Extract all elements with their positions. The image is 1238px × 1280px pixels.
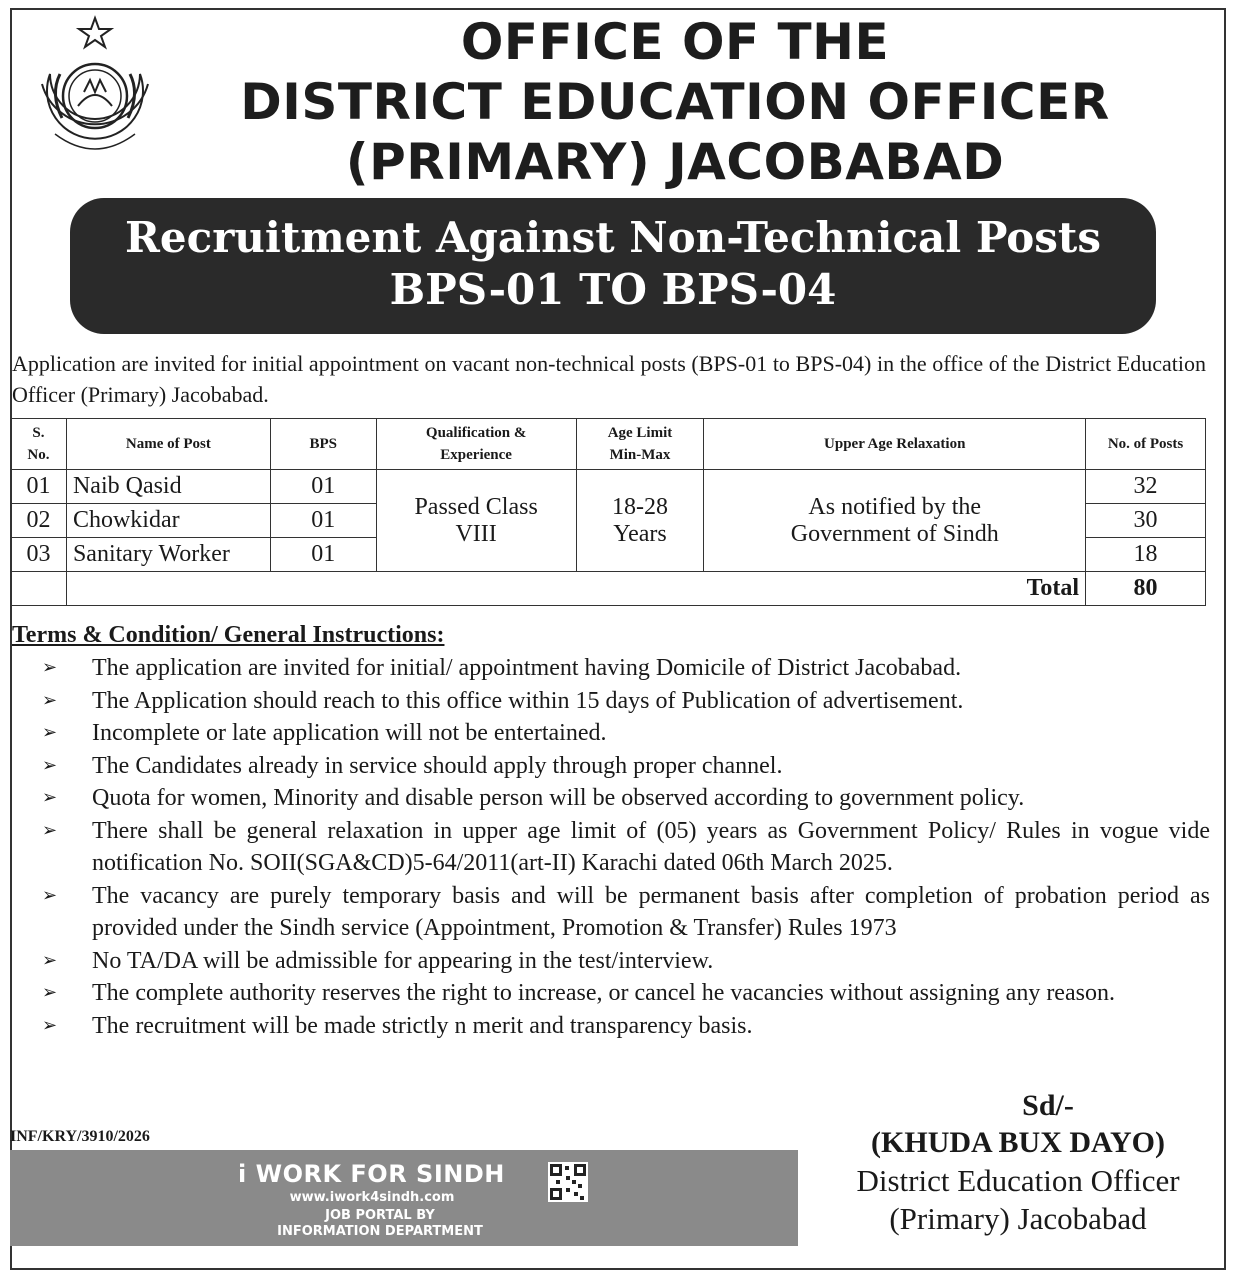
header-name: Name of Post bbox=[66, 419, 270, 470]
arrow-bullet-icon: ➢ bbox=[42, 884, 58, 906]
list-item: ➢ Quota for women, Minority and disable person will be observed according to government policy. bbox=[12, 782, 1210, 815]
cell-bps: 01 bbox=[270, 538, 376, 572]
header-posts: No. of Posts bbox=[1086, 419, 1206, 470]
reference-number: INF/KRY/3910/2026 bbox=[10, 1128, 150, 1145]
job-portal-banner bbox=[10, 1150, 798, 1246]
header-qualification: Qualification & Experience bbox=[376, 419, 576, 470]
cell-posts: 18 bbox=[1086, 538, 1206, 572]
office-title bbox=[170, 12, 1180, 192]
list-item: ➢ There shall be general relaxation in upper age limit of (05) years as Government Policy/ Rules in vogue vide notification No. SOII(SGA&CD)5-64/2011(art-II) Karachi dated 06th March 2025. bbox=[12, 815, 1210, 880]
intro-paragraph: Application are invited for initial appointment on vacant non-technical posts (BPS-01 to BPS-04) in the office of the District Education Officer (Primary) Jacobabad. bbox=[12, 351, 1206, 407]
header-relaxation: Upper Age Relaxation bbox=[704, 419, 1086, 470]
cell-sno: 03 bbox=[11, 538, 67, 572]
header-sno: S. No. bbox=[11, 419, 67, 470]
arrow-bullet-icon: ➢ bbox=[42, 787, 58, 808]
arrow-bullet-icon: ➢ bbox=[42, 982, 58, 1003]
terms-heading: Terms & Condition/ General Instructions: bbox=[12, 622, 445, 648]
list-item: ➢ The Application should reach to this office within 15 days of Publication of advertisement. bbox=[12, 685, 1210, 718]
arrow-bullet-icon: ➢ bbox=[42, 722, 58, 743]
office-title-line2: DISTRICT EDUCATION OFFICER bbox=[240, 73, 1110, 131]
cell-qualification: Passed Class VIII bbox=[376, 470, 576, 572]
list-item: ➢ Incomplete or late application will not be entertained. bbox=[12, 717, 1210, 750]
total-label: Total bbox=[66, 572, 1085, 606]
list-item: ➢ The application are invited for initial/ appointment having Domicile of District Jacobabad. bbox=[12, 652, 1210, 685]
cell-sno: 01 bbox=[11, 470, 67, 504]
total-value: 80 bbox=[1086, 572, 1206, 606]
signatory-designation-2: (Primary) Jacobabad bbox=[889, 1201, 1147, 1236]
signature-sd: Sd/- bbox=[1022, 1089, 1074, 1122]
office-title-line1: OFFICE OF THE bbox=[460, 13, 890, 71]
sindh-government-emblem-icon bbox=[20, 14, 170, 174]
list-item: ➢ The recruitment will be made strictly n merit and transparency basis. bbox=[12, 1010, 1210, 1043]
banner-line1: Recruitment Against Non-Technical Posts bbox=[125, 213, 1101, 262]
header-bps: BPS bbox=[270, 419, 376, 470]
cell-bps: 01 bbox=[270, 504, 376, 538]
cell-posts: 30 bbox=[1086, 504, 1206, 538]
list-item: ➢ The Candidates already in service should apply through proper channel. bbox=[12, 750, 1210, 783]
list-item: ➢ The vacancy are purely temporary basis and will be permanent basis after completion of probation period as provided under the Sindh service (Appointment, Promotion & Transfer) Rules 1973 bbox=[12, 880, 1210, 945]
qr-code-icon bbox=[548, 1162, 588, 1202]
list-item: ➢ No TA/DA will be admissible for appearing in the test/interview. bbox=[12, 945, 1210, 978]
cell-name: Naib Qasid bbox=[66, 470, 270, 504]
signature-block bbox=[820, 1088, 1216, 1238]
cell-sno: 02 bbox=[11, 504, 67, 538]
table-row bbox=[11, 470, 1206, 504]
arrow-bullet-icon: ➢ bbox=[42, 689, 58, 711]
table-header-row bbox=[11, 419, 1206, 470]
arrow-bullet-icon: ➢ bbox=[42, 819, 58, 841]
arrow-bullet-icon: ➢ bbox=[42, 754, 58, 776]
arrow-bullet-icon: ➢ bbox=[42, 949, 58, 971]
portal-subtitle-2: INFORMATION DEPARTMENT bbox=[277, 1224, 483, 1239]
posts-table bbox=[10, 418, 1206, 606]
banner-line2: BPS-01 TO BPS-04 bbox=[389, 265, 837, 314]
header-age: Age Limit Min-Max bbox=[576, 419, 704, 470]
signatory-name: (KHUDA BUX DAYO) bbox=[871, 1126, 1165, 1159]
cell-bps: 01 bbox=[270, 470, 376, 504]
portal-subtitle-1: JOB PORTAL BY bbox=[325, 1208, 435, 1223]
signatory-designation-1: District Education Officer bbox=[856, 1163, 1180, 1198]
cell-posts: 32 bbox=[1086, 470, 1206, 504]
table-total-row bbox=[11, 572, 1206, 606]
cell-age: 18-28 Years bbox=[576, 470, 704, 572]
portal-brand: i WORK FOR SINDH bbox=[238, 1160, 505, 1188]
recruitment-banner bbox=[70, 198, 1156, 334]
portal-url: www.iwork4sindh.com bbox=[289, 1190, 455, 1205]
cell-relaxation: As notified by the Government of Sindh bbox=[704, 470, 1086, 572]
arrow-bullet-icon: ➢ bbox=[42, 657, 58, 678]
cell-name: Chowkidar bbox=[66, 504, 270, 538]
terms-list bbox=[12, 652, 1210, 1042]
office-title-line3: (PRIMARY) JACOBABAD bbox=[345, 133, 1005, 191]
list-item: ➢ The complete authority reserves the right to increase, or cancel he vacancies without assigning any reason. bbox=[12, 977, 1210, 1010]
arrow-bullet-icon: ➢ bbox=[42, 1014, 58, 1036]
cell-name: Sanitary Worker bbox=[66, 538, 270, 572]
